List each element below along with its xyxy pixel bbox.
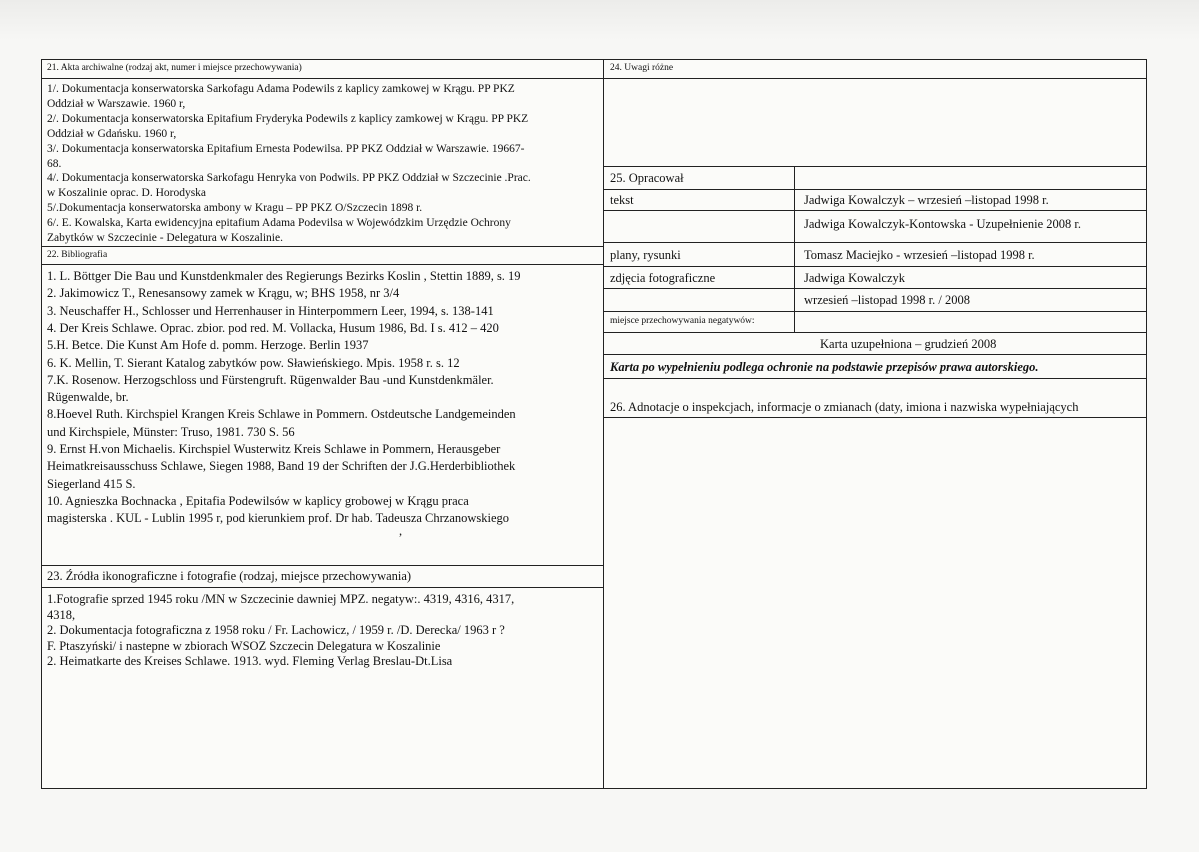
- text-line: 4/. Dokumentacja konserwatorska Sarkofagu Henryka von Podwils. PP PKZ Oddział w Szczecinie .Prac.: [47, 172, 531, 185]
- form-frame: [41, 59, 1147, 789]
- text-line: 7.K. Rosenow. Herzogschloss und Fürstengruft. Rügenwalder Bau -und Kunstdenkmäler.: [47, 372, 494, 387]
- text-line: 2. Heimatkarte des Kreises Schlawe. 1913. wyd. Fleming Verlag Breslau-Dt.Lisa: [47, 654, 453, 668]
- text-line: Rügenwalde, br.: [47, 390, 129, 405]
- rule: [604, 210, 1147, 211]
- text-line: 10. Agnieszka Bochnacka , Epitafia Podewilsów w kaplicy grobowej w Krągu praca: [47, 493, 469, 508]
- row-label-photos: zdjęcia fotograficzne: [610, 271, 716, 285]
- text-line: Oddział w Gdańsku. 1960 r,: [47, 127, 177, 140]
- rule: [604, 354, 1147, 355]
- column-divider: [603, 59, 604, 789]
- rule: [604, 417, 1147, 418]
- text-line: 6. K. Mellin, T. Sierant Katalog zabytków pow. Sławieńskiego. Mpis. 1958 r. s. 12: [47, 355, 460, 370]
- text-line: 2. Jakimowicz T., Renesansowy zamek w Krągu, w; BHS 1958, nr 3/4: [47, 286, 400, 301]
- text-line: 3. Neuschaffer H., Schlosser und Herrenhauser in Hinterpommern Leer, 1994, s. 138-141: [47, 303, 494, 318]
- text-line: 4318,: [47, 607, 76, 622]
- rule: [604, 378, 1147, 379]
- text-line: 9. Ernst H.von Michaelis. Kirchspiel Wusterwitz Kreis Schlawe in Pommern, Herausgeber: [47, 442, 501, 456]
- section-22-header: 22. Bibliografia: [47, 250, 108, 260]
- rule: [41, 587, 604, 588]
- section-25-header: 25. Opracował: [610, 171, 684, 185]
- text-line: Heimatkreisausschuss Schlawe, Siegen 1988, Band 19 der Schriften der J.G.Herderbibliothek: [47, 459, 516, 474]
- text-line: 1/. Dokumentacja konserwatorska Sarkofagu Adama Podewils z kaplicy zamkowej w Krągu. PP PKZ: [47, 83, 515, 95]
- negatives-label: miejsce przechowywania negatywów:: [610, 316, 755, 326]
- rule: [604, 288, 1147, 289]
- rule: [604, 266, 1147, 267]
- text-line: F. Ptaszyński/ i nastepne w zbiorach WSOZ Szczecin Delegatura w Koszalinie: [47, 638, 441, 653]
- text-line: Zabytków w Szczecinie - Delegatura w Koszalinie.: [47, 232, 283, 244]
- text-line: 8.Hoevel Ruth. Kirchspiel Krangen Kreis Schlawe in Pommern. Ostdeutsche Landgemeinden: [47, 407, 516, 422]
- rule: [604, 242, 1147, 243]
- text-line: 68.: [47, 157, 62, 170]
- text-line: 3/. Dokumentacja konserwatorska Epitafium Ernesta Podewilsa. PP PKZ Oddział w Warszawie. 19667-: [47, 142, 525, 155]
- row-label-plans: plany, rysunki: [610, 248, 681, 262]
- copyright-note: Karta po wypełnieniu podlega ochronie na podstawie przepisów prawa autorskiego.: [610, 360, 1039, 374]
- section-23-header: 23. Źródła ikonograficzne i fotografie (rodzaj, miejsce przechowywania): [47, 569, 412, 583]
- text-line: 2/. Dokumentacja konserwatorska Epitafium Fryderyka Podewils z kaplicy zamkowej w Krągu. PP PKZ: [47, 112, 529, 125]
- text-line: und Kirchspiele, Münster: Truso, 1981. 730 S. 56: [47, 424, 295, 439]
- rule: [41, 78, 604, 79]
- text-line: Oddział w Warszawie. 1960 r,: [47, 97, 186, 110]
- rule: [604, 78, 1147, 79]
- rule: [604, 189, 1147, 190]
- text-line: 4. Der Kreis Schlawe. Oprac. zbior. pod red. M. Vollacka, Husum 1986, Bd. I s. 412 – 420: [47, 320, 499, 335]
- supplement-note: Karta uzupełniona – grudzień 2008: [820, 337, 997, 351]
- section-26-header: 26. Adnotacje o inspekcjach, informacje o zmianach (daty, imiona i nazwiska wypełniających: [610, 400, 1079, 414]
- text-line: Siegerland 415 S.: [47, 476, 136, 491]
- rule: [604, 166, 1147, 167]
- stray-mark: ,: [399, 524, 403, 538]
- row-value-text: Jadwiga Kowalczyk – wrzesień –listopad 1998 r.: [804, 193, 1049, 207]
- rule: [794, 311, 795, 332]
- rule: [604, 311, 1147, 312]
- section-24-header: 24. Uwagi różne: [610, 63, 674, 73]
- text-line: 1.Fotografie sprzed 1945 roku /MN w Szczecinie dawniej MPZ. negatyw:. 4319, 4316, 4317,: [47, 592, 515, 606]
- rule: [41, 264, 604, 265]
- text-line: w Koszalinie oprac. D. Horodyska: [47, 187, 207, 200]
- row-value-plans: Tomasz Maciejko - wrzesień –listopad 1998 r.: [804, 248, 1035, 262]
- text-line: 2. Dokumentacja fotograficzna z 1958 roku / Fr. Lachowicz, / 1959 r. /D. Derecka/ 1963 r ?: [47, 623, 505, 637]
- section-21-header: 21. Akta archiwalne (rodzaj akt, numer i miejsce przechowywania): [47, 63, 302, 73]
- text-line: 1. L. Böttger Die Bau und Kunstdenkmaler des Regierungs Bezirks Koslin , Stettin 1889, s. 19: [47, 269, 521, 283]
- rule: [794, 166, 795, 311]
- row-label-text: tekst: [610, 193, 634, 207]
- text-line: magisterska . KUL - Lublin 1995 r, pod kierunkiem prof. Dr hab. Tadeusza Chrzanowskiego: [47, 511, 510, 526]
- text-line: 6/. E. Kowalska, Karta ewidencyjna epitafium Adama Podevilsa w Wojewódzkim Urzędzie Ochrony: [47, 217, 511, 230]
- rule: [41, 246, 604, 247]
- row-value-photos: Jadwiga Kowalczyk: [804, 271, 906, 285]
- rule: [604, 332, 1147, 333]
- row-value-photos-date: wrzesień –listopad 1998 r. / 2008: [804, 293, 970, 307]
- row-value-text-2: Jadwiga Kowalczyk-Kontowska - Uzupełnienie 2008 r.: [804, 217, 1082, 231]
- text-line: 5/.Dokumentacja konserwatorska ambony w Kragu – PP PKZ O/Szczecin 1898 r.: [47, 202, 423, 215]
- text-line: 5.H. Betce. Die Kunst Am Hofe d. pomm. Herzoge. Berlin 1937: [47, 338, 369, 353]
- rule: [41, 565, 604, 566]
